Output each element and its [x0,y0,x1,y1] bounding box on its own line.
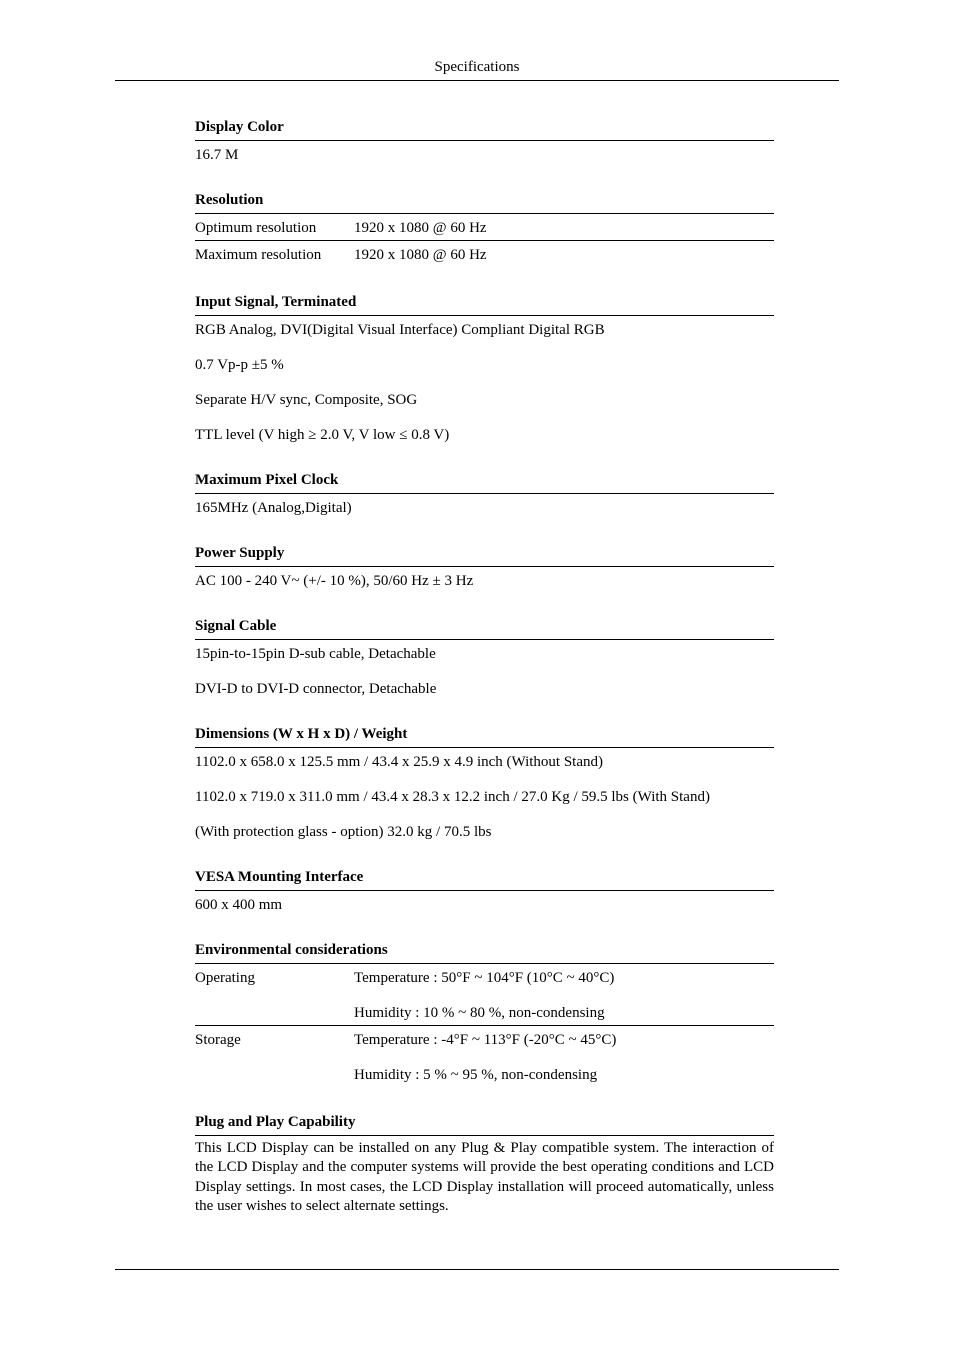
spec-line: DVI-D to DVI-D connector, Detachable [195,681,437,697]
spec-line: 1102.0 x 658.0 x 125.5 mm / 43.4 x 25.9 x 4.9 inch (Without Stand) [195,754,603,770]
row-label: Operating [195,970,255,986]
row-label: Storage [195,1032,241,1048]
section-resolution [195,190,774,267]
spec-line: 600 x 400 mm [195,897,283,913]
spec-line: 0.7 Vp-p ±5 % [195,357,284,373]
row-value: Temperature : 50°F ~ 104°F (10°C ~ 40°C) [354,970,615,986]
spec-line: (With protection glass - option) 32.0 kg / 70.5 lbs [195,824,492,840]
section-title: Signal Cable [195,616,774,640]
section-plug-and-play [195,1112,774,1216]
row-value: 1920 x 1080 @ 60 Hz [354,220,487,236]
page-header-title: Specifications [434,59,520,75]
section-title: Resolution [195,190,774,214]
spec-content [195,117,774,1241]
spec-line: 165MHz (Analog,Digital) [195,500,352,516]
spec-line: AC 100 - 240 V~ (+/- 10 %), 50/60 Hz ± 3 Hz [195,573,474,589]
header-rule [115,80,839,81]
section-power-supply [195,543,774,591]
spec-row [195,964,774,1025]
section-title: Input Signal, Terminated [195,292,774,316]
section-vesa [195,867,774,915]
section-dimensions [195,724,774,842]
section-signal-cable [195,616,774,699]
section-pixel-clock [195,470,774,518]
row-value: Temperature : -4°F ~ 113°F (-20°C ~ 45°C) [354,1032,617,1048]
section-environment [195,940,774,1087]
section-display-color [195,117,774,165]
section-title: Environmental considerations [195,940,774,964]
section-title: Power Supply [195,543,774,567]
spec-line: 1102.0 x 719.0 x 311.0 mm / 43.4 x 28.3 x 12.2 inch / 27.0 Kg / 59.5 lbs (With Stand) [195,789,710,805]
spec-line: TTL level (V high ≥ 2.0 V, V low ≤ 0.8 V) [195,427,450,443]
section-input-signal [195,292,774,445]
spec-paragraph: This LCD Display can be installed on any Plug & Play compatible system. The interaction of the LCD Display and the computer systems will provide the best operating conditions and LCD Display settings. In most cases, the LCD Display installation will proceed automatically, unless the user wishes to select alternate settings. [195,1140,774,1214]
section-title: Plug and Play Capability [195,1112,774,1136]
section-title: Display Color [195,117,774,141]
spec-line: Separate H/V sync, Composite, SOG [195,392,418,408]
footer-rule [115,1269,839,1270]
section-title: Maximum Pixel Clock [195,470,774,494]
spec-line: 15pin-to-15pin D-sub cable, Detachable [195,646,436,662]
spec-row [195,1025,774,1087]
spec-line: 16.7 M [195,147,239,163]
spec-line: RGB Analog, DVI(Digital Visual Interface) Compliant Digital RGB [195,322,605,338]
spec-row [195,214,774,240]
spec-row [195,240,774,267]
row-label: Maximum resolution [195,247,322,263]
section-title: Dimensions (W x H x D) / Weight [195,724,774,748]
row-value: Humidity : 10 % ~ 80 %, non-condensing [354,1005,605,1021]
row-label: Optimum resolution [195,220,317,236]
row-value: Humidity : 5 % ~ 95 %, non-condensing [354,1067,598,1083]
section-title: VESA Mounting Interface [195,867,774,891]
row-value: 1920 x 1080 @ 60 Hz [354,247,487,263]
